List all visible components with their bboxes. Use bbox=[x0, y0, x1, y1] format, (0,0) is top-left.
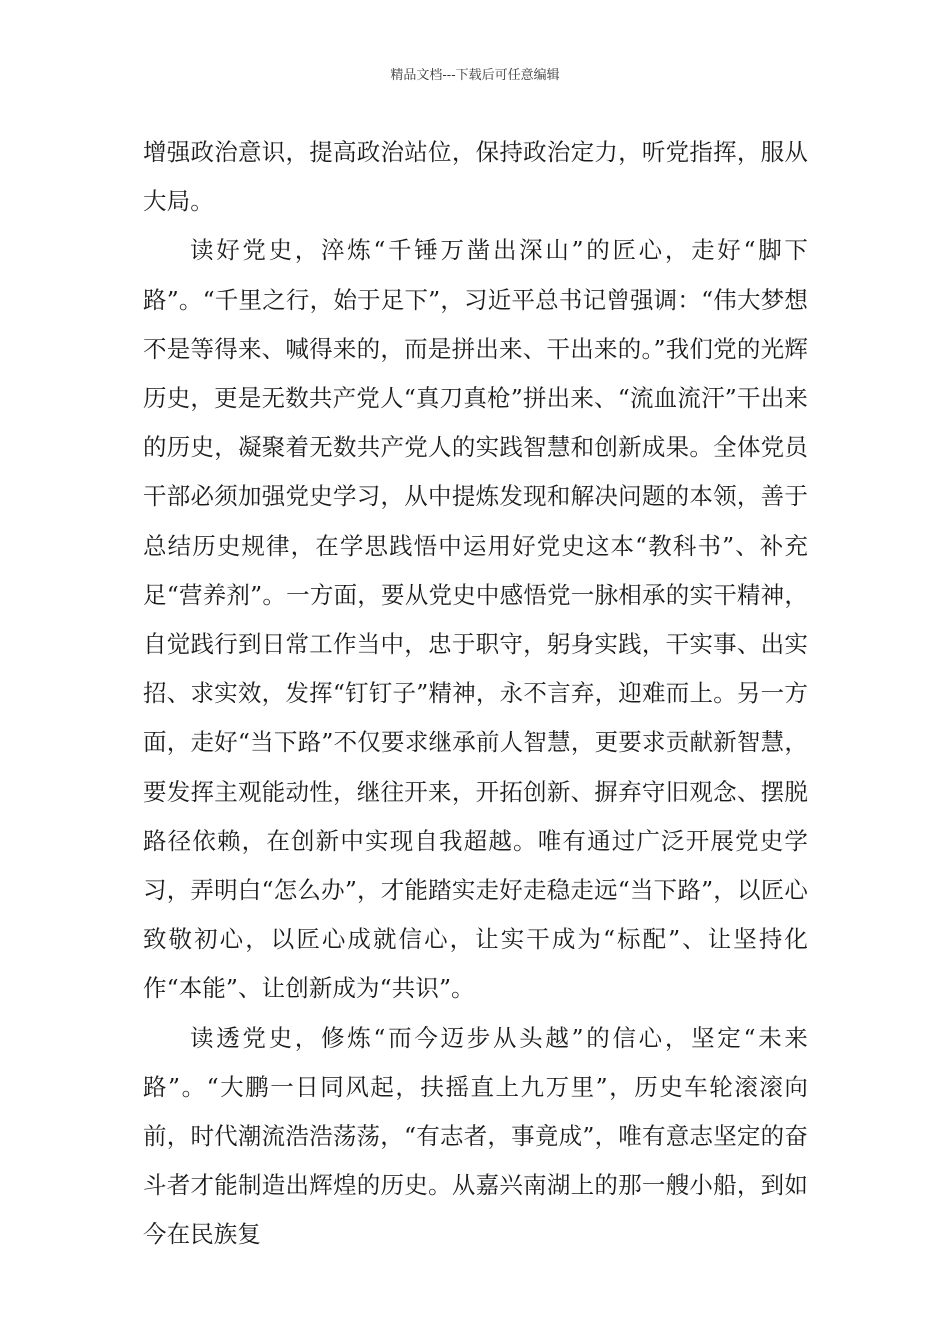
page-header: 精品文档---下载后可任意编辑 bbox=[390, 68, 560, 83]
document-body bbox=[143, 128, 808, 1260]
paragraph-3: 读透党史，修炼“而今迈步从头越”的信心，坚定“未来路”。“大鹏一日同风起，扶摇直上九万里”，历史车轮滚滚向前，时代潮流浩浩荡荡，“有志者，事竟成”，唯有意志坚定的奋斗者才能制造出辉煌的历史。从嘉兴南湖上的那一艘小船，到如今在民族复 bbox=[143, 1023, 808, 1249]
paragraph-2: 读好党史，淬炼“千锤万凿出深山”的匠心，走好“脚下路”。“千里之行，始于足下”，习近平总书记曾强调：“伟大梦想不是等得来、喊得来的，而是拼出来、干出来的。”我们党的光辉历史，更是无数共产党人“真刀真枪”拼出来、“流血流汗”干出来的历史，凝聚着无数共产党人的实践智慧和创新成果。全体党员干部必须加强党史学习，从中提炼发现和解决问题的本领，善于总结历史规律，在学思践悟中运用好党史这本“教科书”、补充足“营养剂”。一方面，要从党史中感悟党一脉相承的实干精神，自觉践行到日常工作当中，忠于职守，躬身实践，干实事、出实招、求实效，发挥“钉钉子”精神，永不言弃，迎难而上。另一方面，走好“当下路”不仅要求继承前人智慧，更要求贡献新智慧，要发挥主观能动性，继往开来，开拓创新、摒弃守旧观念、摆脱路径依赖，在创新中实现自我超越。唯有通过广泛开展党史学习，弄明白“怎么办”，才能踏实走好走稳走远“当下路”，以匠心致敬初心，以匠心成就信心，让实干成为“标配”、让坚持化作“本能”、让创新成为“共识”。 bbox=[143, 236, 808, 1003]
paragraph-1: 增强政治意识，提高政治站位，保持政治定力，听党指挥，服从大局。 bbox=[143, 138, 808, 216]
